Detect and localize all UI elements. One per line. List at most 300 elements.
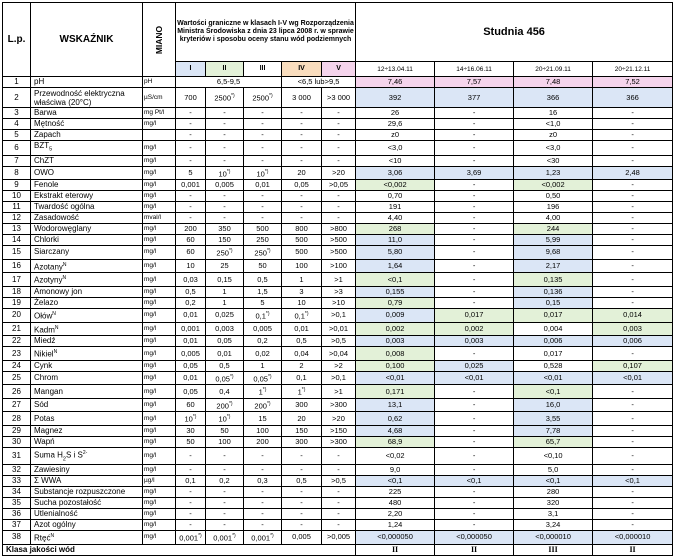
indicator-text: Sód	[34, 400, 49, 410]
limit-value: >0,01	[329, 323, 349, 333]
limit-value: >3 000	[326, 93, 351, 102]
limit-class-II	[206, 108, 244, 119]
table-row	[3, 465, 673, 476]
limit-class-III	[244, 360, 282, 371]
table-row	[3, 498, 673, 509]
table-row	[3, 520, 673, 531]
limit-class-IV	[282, 224, 322, 235]
limit-class-I	[176, 259, 206, 273]
limit-class-II	[206, 436, 244, 447]
limit-class-I	[176, 465, 206, 476]
limit-value: >10	[332, 297, 345, 307]
table-row	[3, 509, 673, 520]
limit-class-IV	[282, 166, 322, 180]
indicator-text: Wodorowęglany	[34, 224, 92, 234]
limit-class-V	[322, 297, 356, 308]
row-lp: 37	[3, 520, 31, 531]
row-lp: 29	[3, 425, 31, 436]
measurement-3: 0,50	[514, 191, 593, 202]
indicator-subscript: 5	[49, 146, 53, 153]
row-indicator	[31, 235, 143, 246]
limit-class-V	[322, 191, 356, 202]
measurement-4: 366	[593, 88, 673, 108]
table-row	[3, 155, 673, 166]
limit-class-II	[206, 336, 244, 347]
table-row	[3, 425, 673, 436]
table-row	[3, 531, 673, 545]
table-row	[3, 77, 673, 88]
limit-value: >1	[334, 274, 343, 284]
table-row	[3, 398, 673, 412]
measurement-3: 0,135	[514, 273, 593, 287]
limit-class-I	[176, 235, 206, 246]
row-indicator	[31, 141, 143, 156]
limit-class-V	[322, 465, 356, 476]
row-unit: µS/cm	[143, 88, 176, 108]
measurement-4: -	[593, 202, 673, 213]
limit-footnote-mark: *)	[270, 533, 274, 540]
indicator-superscript: N	[62, 261, 67, 268]
limit-class-IV	[282, 447, 322, 464]
limit-value: 250	[254, 248, 267, 258]
limit-class-IV	[282, 308, 322, 322]
row-indicator	[31, 509, 143, 520]
limit-class-II	[206, 297, 244, 308]
limit-class-I	[176, 180, 206, 191]
measurement-4: -	[593, 235, 673, 246]
measurement-3: 0,528	[514, 360, 593, 371]
limit-value: -	[261, 155, 264, 165]
measurement-1: 0,003	[356, 336, 435, 347]
limit-value: 2500	[252, 93, 270, 103]
limit-class-IV	[282, 360, 322, 371]
limit-value: 0,003	[215, 323, 234, 333]
indicator-text: Fenole	[34, 180, 59, 190]
measurement-2: -	[435, 447, 514, 464]
limit-class-IV	[282, 398, 322, 412]
limit-value: -	[223, 202, 226, 212]
limit-value: 10	[184, 414, 193, 424]
row-lp: 2	[3, 88, 31, 108]
limit-value: 500	[295, 235, 308, 245]
limit-class-I	[176, 191, 206, 202]
limit-value: 0,005	[292, 532, 311, 542]
limit-class-IV	[282, 531, 322, 545]
limit-class-II	[206, 531, 244, 545]
limit-class-II	[206, 246, 244, 260]
limit-value: 15	[258, 413, 267, 423]
row-unit: mg/l	[143, 347, 176, 361]
measurement-1: <10	[356, 155, 435, 166]
limit-class-III	[244, 141, 282, 156]
table-row	[3, 436, 673, 447]
limit-value: 0,05	[253, 374, 268, 384]
measurement-2: -	[435, 213, 514, 224]
row-lp: 17	[3, 273, 31, 287]
measurement-1: 29,6	[356, 119, 435, 130]
limit-value: -	[261, 213, 264, 223]
limit-class-II	[206, 465, 244, 476]
limit-class-V	[322, 531, 356, 545]
header-class-IV: IV	[282, 62, 322, 77]
row-unit: mg/l	[143, 297, 176, 308]
limit-class-III	[244, 476, 282, 487]
quality-class-3: III	[514, 544, 593, 555]
limit-class-IV	[282, 213, 322, 224]
measurement-3: 7,78	[514, 425, 593, 436]
row-lp: 15	[3, 246, 31, 260]
limit-value: 200	[216, 401, 229, 411]
limit-footnote-mark: *)	[229, 373, 234, 380]
limit-value: 0,05	[183, 386, 198, 396]
measurement-3: 0,006	[514, 336, 593, 347]
limit-class-IV	[282, 202, 322, 213]
limit-class-V	[322, 322, 356, 336]
limit-value: 200	[184, 224, 197, 234]
limit-class-III	[244, 336, 282, 347]
measurement-4: -	[593, 347, 673, 361]
limit-class-V	[322, 336, 356, 347]
limit-class-V	[322, 246, 356, 260]
limit-value: 50	[258, 260, 267, 270]
row-unit: mg/l	[143, 465, 176, 476]
quality-class-2: II	[435, 544, 514, 555]
limit-class-I	[176, 347, 206, 361]
limit-class-I	[176, 308, 206, 322]
limit-value: 10	[297, 297, 306, 307]
limit-class-I	[176, 412, 206, 426]
limit-value: 0,001	[213, 533, 233, 543]
measurement-4: -	[593, 425, 673, 436]
limit-value: >300	[330, 400, 347, 410]
row-unit: pH	[143, 77, 176, 88]
indicator-text: Ekstrakt eterowy	[34, 191, 94, 201]
limit-class-I	[176, 202, 206, 213]
quality-class-4: II	[593, 544, 673, 555]
limit-value: -	[223, 451, 226, 460]
limit-class-V	[322, 347, 356, 361]
measurement-2: -	[435, 235, 514, 246]
measurement-2: -	[435, 202, 514, 213]
limit-value: 300	[295, 400, 308, 410]
measurement-1: 225	[356, 487, 435, 498]
row-unit	[143, 130, 176, 141]
row-lp: 22	[3, 336, 31, 347]
limit-value: 1	[258, 387, 263, 397]
indicator-text: Amonowy jon	[34, 286, 83, 296]
measurement-4: -	[593, 119, 673, 130]
limit-value: 250	[256, 235, 269, 245]
row-indicator	[31, 412, 143, 426]
limit-value: 500	[256, 224, 269, 234]
measurement-4: -	[593, 286, 673, 297]
row-lp: 8	[3, 166, 31, 180]
limit-value: -	[337, 465, 340, 475]
limit-class-V	[322, 286, 356, 297]
row-lp: 6	[3, 141, 31, 156]
row-lp: 9	[3, 180, 31, 191]
limit-value: -	[261, 451, 264, 460]
measurement-1: 480	[356, 498, 435, 509]
indicator-text: Chrom	[34, 373, 59, 383]
limit-value: -	[261, 202, 264, 212]
measurement-2: 7,57	[435, 77, 514, 88]
limit-footnote-mark: *)	[266, 400, 271, 407]
limit-footnote-mark: *)	[304, 310, 309, 317]
limit-class-II	[206, 385, 244, 399]
limit-value: >800	[330, 224, 347, 234]
limit-class-V	[322, 385, 356, 399]
measurement-4: -	[593, 108, 673, 119]
indicator-text: OWO	[34, 167, 54, 177]
limit-class-III	[244, 347, 282, 361]
limit-class-V	[322, 520, 356, 531]
limit-class-III	[244, 224, 282, 235]
quality-class-row	[3, 544, 673, 555]
table-row	[3, 88, 673, 108]
measurement-2: -	[435, 191, 514, 202]
table-row	[3, 371, 673, 385]
indicator-text: Przewodność elektryczna właściwa (20°C)	[34, 88, 125, 107]
row-indicator	[31, 447, 143, 464]
limit-class-I	[176, 476, 206, 487]
limit-class-IV	[282, 286, 322, 297]
limit-value: -	[261, 108, 264, 117]
row-lp: 12	[3, 213, 31, 224]
limit-footnote-mark: *)	[266, 248, 271, 255]
measurement-2: -	[435, 273, 514, 287]
row-lp: 34	[3, 487, 31, 498]
measurement-4: -	[593, 224, 673, 235]
limit-value: -	[337, 130, 340, 139]
measurement-4: -	[593, 436, 673, 447]
limit-value: >0,005	[326, 532, 351, 542]
limit-class-I	[176, 273, 206, 287]
limit-value: -	[223, 108, 226, 117]
limit-class-IV	[282, 347, 322, 361]
limit-class-IV	[282, 235, 322, 246]
row-indicator	[31, 476, 143, 487]
limit-value: >500	[330, 247, 347, 257]
limit-class-V	[322, 235, 356, 246]
limit-value: 2500	[214, 93, 232, 103]
limit-value: 300	[295, 436, 308, 446]
limit-value: 0,01	[183, 336, 198, 346]
limit-value: -	[300, 191, 303, 201]
limit-value: -	[223, 509, 226, 519]
row-indicator	[31, 336, 143, 347]
limit-class-III	[244, 191, 282, 202]
measurement-1: 68,9	[356, 436, 435, 447]
header-date-2: 14÷16.06.11	[435, 62, 514, 77]
header-date-4: 20÷21.12.11	[593, 62, 673, 77]
table-row	[3, 180, 673, 191]
limit-class-I	[176, 385, 206, 399]
limit-class-II	[206, 141, 244, 156]
limit-class-IV	[282, 476, 322, 487]
measurement-4: -	[593, 297, 673, 308]
measurement-1: 0,155	[356, 286, 435, 297]
row-lp: 36	[3, 509, 31, 520]
water-quality-table-container	[2, 2, 672, 556]
indicator-text: Ołów	[34, 311, 53, 321]
limit-value: -	[189, 213, 192, 223]
limit-class-I	[176, 447, 206, 464]
limit-class-II	[206, 322, 244, 336]
limit-value: 0,01	[183, 310, 198, 320]
limit-value: -	[261, 191, 264, 201]
water-quality-table	[2, 2, 673, 556]
limit-class-I	[176, 286, 206, 297]
limit-class-IV	[282, 141, 322, 156]
limit-value: 800	[295, 224, 308, 234]
limit-class-III	[244, 235, 282, 246]
row-indicator	[31, 108, 143, 119]
limit-class-III	[244, 487, 282, 498]
limit-value: -	[189, 498, 192, 508]
limit-value: -	[261, 498, 264, 508]
measurement-2: 0,003	[435, 336, 514, 347]
limit-value: >0,5	[331, 336, 346, 346]
indicator-superscript: N	[62, 275, 67, 282]
measurement-4: <0,01	[593, 371, 673, 385]
limit-class-I	[176, 88, 206, 108]
measurement-3: <0,000010	[514, 531, 593, 545]
row-lp: 18	[3, 286, 31, 297]
measurement-2: -	[435, 487, 514, 498]
limit-footnote-mark: *)	[264, 168, 269, 175]
row-indicator	[31, 425, 143, 436]
limit-footnote-mark: *)	[231, 93, 235, 100]
limit-value: 10	[218, 169, 227, 179]
limit-value: -	[223, 191, 226, 201]
measurement-2: -	[435, 286, 514, 297]
indicator-text: Cynk	[34, 360, 53, 370]
table-body	[3, 77, 673, 545]
measurement-3: <3,0	[514, 141, 593, 156]
limit-class-III	[244, 412, 282, 426]
measurement-3: 7,48	[514, 77, 593, 88]
indicator-text: Magnez	[34, 425, 63, 435]
measurement-4: 7,52	[593, 77, 673, 88]
measurement-1: 1,64	[356, 259, 435, 273]
measurement-2: <0,1	[435, 476, 514, 487]
indicator-text: ChZT	[34, 155, 54, 165]
measurement-1: 1,24	[356, 520, 435, 531]
limit-class-V	[322, 88, 356, 108]
row-unit: mg/l	[143, 436, 176, 447]
row-unit: mg/l	[143, 235, 176, 246]
measurement-4: -	[593, 487, 673, 498]
row-lp: 19	[3, 297, 31, 308]
measurement-1: <0,02	[356, 447, 435, 464]
row-lp: 20	[3, 308, 31, 322]
limit-class-II	[206, 447, 244, 464]
measurement-1: 2,20	[356, 509, 435, 520]
limit-class-V	[322, 108, 356, 119]
limit-value: 10	[256, 169, 265, 179]
limit-value: -	[223, 487, 226, 497]
limit-value: -	[300, 213, 303, 223]
limit-footnote-mark: *)	[226, 414, 231, 421]
row-indicator	[31, 436, 143, 447]
limit-class-III	[244, 371, 282, 385]
limit-value: 0,2	[257, 336, 268, 346]
measurement-4: -	[593, 398, 673, 412]
limit-value: -	[300, 202, 303, 212]
limit-value: 1	[222, 286, 227, 296]
limit-class-IV	[282, 465, 322, 476]
row-unit: mg/l	[143, 259, 176, 273]
measurement-4: -	[593, 385, 673, 399]
measurement-1: 4,68	[356, 425, 435, 436]
limit-value: 500	[295, 247, 308, 257]
measurement-4: -	[593, 520, 673, 531]
limit-value: >20	[332, 413, 345, 423]
indicator-text: Rtęć	[34, 533, 51, 543]
limit-value: -	[189, 142, 192, 152]
measurement-2: -	[435, 436, 514, 447]
measurement-4: 0,006	[593, 336, 673, 347]
table-row	[3, 119, 673, 130]
limit-class-II	[206, 360, 244, 371]
header-date-1: 12÷13.04.11	[356, 62, 435, 77]
limit-class-V	[322, 308, 356, 322]
limit-class-II	[206, 520, 244, 531]
limit-class-III	[244, 259, 282, 273]
measurement-1: 0,62	[356, 412, 435, 426]
measurement-3: 0,004	[514, 322, 593, 336]
measurement-4: 0,003	[593, 322, 673, 336]
limit-class-IV	[282, 273, 322, 287]
row-unit: µg/l	[143, 476, 176, 487]
limit-value: 60	[186, 400, 195, 410]
measurement-1: 7,46	[356, 77, 435, 88]
limit-class-I	[176, 509, 206, 520]
limit-value: -	[300, 520, 303, 530]
measurement-1: z0	[356, 130, 435, 141]
measurement-4: -	[593, 141, 673, 156]
measurement-1: 5,80	[356, 246, 435, 260]
row-lp: 21	[3, 322, 31, 336]
measurement-3: 0,15	[514, 297, 593, 308]
row-indicator	[31, 520, 143, 531]
limit-value: -	[189, 108, 192, 117]
measurement-2: 0,017	[435, 308, 514, 322]
limit-class-III	[244, 531, 282, 545]
table-row	[3, 360, 673, 371]
limit-class-V	[322, 436, 356, 447]
measurement-3: <0,10	[514, 447, 593, 464]
limit-class-V	[322, 141, 356, 156]
limit-value: 0,05	[294, 180, 309, 190]
row-indicator	[31, 360, 143, 371]
measurement-4: 0,014	[593, 308, 673, 322]
limit-class-I	[176, 336, 206, 347]
measurement-4: <0,000010	[593, 531, 673, 545]
row-unit: mg/l	[143, 371, 176, 385]
measurement-3: 16,0	[514, 398, 593, 412]
quality-class-1: II	[356, 544, 435, 555]
row-lp: 31	[3, 447, 31, 464]
limit-value: -	[300, 108, 303, 117]
row-lp: 25	[3, 371, 31, 385]
measurement-3: 9,68	[514, 246, 593, 260]
table-row	[3, 130, 673, 141]
limit-class-III	[244, 297, 282, 308]
limit-value: 5	[188, 167, 193, 177]
limit-value: 0,02	[255, 348, 270, 358]
